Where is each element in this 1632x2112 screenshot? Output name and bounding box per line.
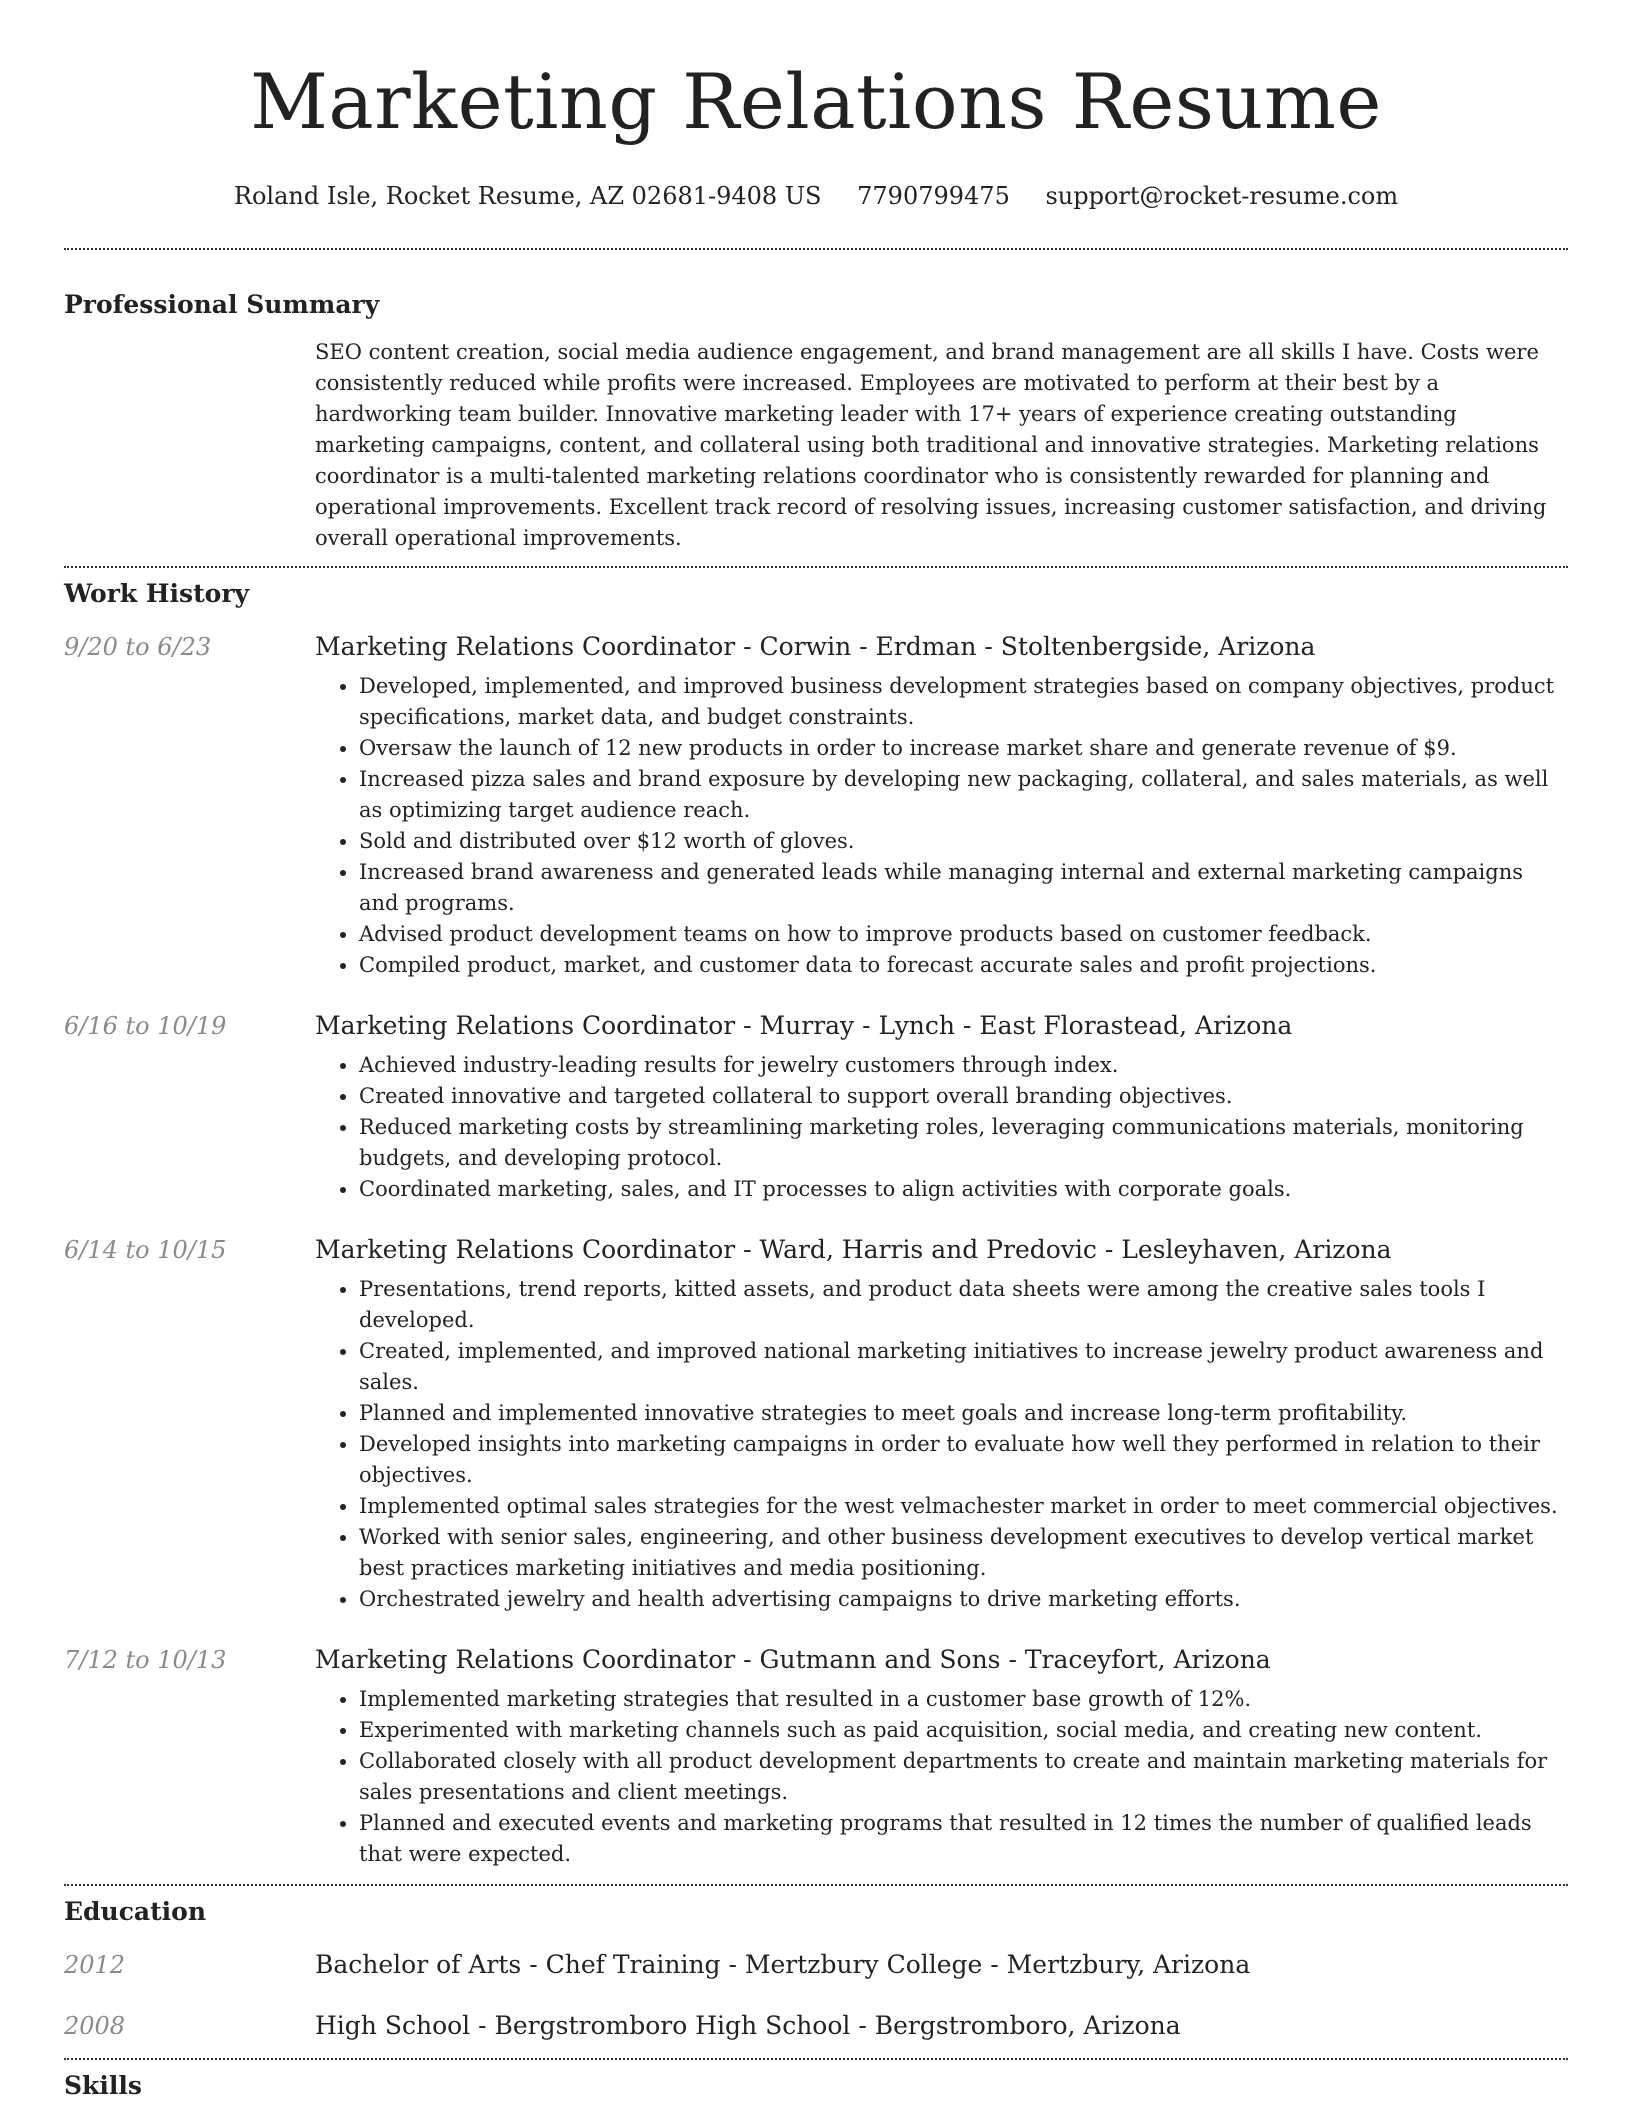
contact-line (64, 180, 1568, 212)
contact-phone: 7790799475 (857, 182, 1010, 210)
bullet-item: • Sold and distributed over $12 worth of gloves. (359, 826, 1568, 857)
section-title-work-history: Work History (64, 579, 250, 608)
job-entry (64, 632, 1568, 981)
bullet-item: • Implemented optimal sales strategies for the west velmachester market in order to meet commercial objectives. (359, 1491, 1568, 1522)
resume-title: Marketing Relations Resume (250, 57, 1382, 146)
education-entry (64, 1950, 1568, 1979)
bullet-item: • Developed, implemented, and improved business development strategies based on company objectives, product specifications, market data, and budget constraints. (359, 671, 1568, 733)
bullet-item: • Created innovative and targeted collateral to support overall branding objectives. (359, 1081, 1568, 1112)
job-header (64, 632, 1568, 661)
job-dates: 7/12 to 10/13 (64, 1646, 227, 1674)
bullet-item: • Increased pizza sales and brand exposure by developing new packaging, collateral, and sales materials, as well as optimizing target audience reach. (359, 764, 1568, 826)
bullet-item: • Increased brand awareness and generated leads while managing internal and external marketing campaigns and programs. (359, 857, 1568, 919)
job-entry (64, 1645, 1568, 1870)
job-header (64, 1645, 1568, 1674)
bullet-item: • Created, implemented, and improved national marketing initiatives to increase jewelry product awareness and sales. (359, 1336, 1568, 1398)
section-title-skills: Skills (64, 2071, 142, 2100)
divider (64, 2058, 1568, 2060)
job-entry (64, 1235, 1568, 1615)
section-title-summary: Professional Summary (64, 290, 380, 319)
education-title: High School - Bergstromboro High School - Bergstromboro, Arizona (315, 2011, 1181, 2040)
bullet-item: • Worked with senior sales, engineering, and other business development executives to develop vertical market best practices marketing initiatives and media positioning. (359, 1522, 1568, 1584)
job-bullets (64, 671, 1568, 981)
job-title: Marketing Relations Coordinator - Corwin - Erdman - Stoltenbergside, Arizona (315, 632, 1316, 661)
bullet-item: • Collaborated closely with all product development departments to create and maintain marketing materials for sales presentations and client meetings. (359, 1746, 1568, 1808)
job-header (64, 1011, 1568, 1040)
summary-text: SEO content creation, social media audience engagement, and brand management are all skills I have. Costs were consistently reduced while profits were increased. Employees are motivated to perform at their best by a hardworking team builder. Innovative marketing leader with 17+ years of experience creating outstanding marketing campaigns, content, and collateral using both traditional and innovative strategies. Marketing relations coordinator is a multi-talented marketing relations coordinator who is consistently rewarded for planning and operational improvements. Excellent track record of resolving issues, increasing customer satisfaction, and driving overall operational improvements. (315, 340, 1547, 550)
job-bullets (64, 1684, 1568, 1870)
job-header (64, 1235, 1568, 1264)
bullet-item: • Planned and executed events and marketing programs that resulted in 12 times the number of qualified leads that were expected. (359, 1808, 1568, 1870)
divider (64, 248, 1568, 250)
bullet-item: • Planned and implemented innovative strategies to meet goals and increase long-term profitability. (359, 1398, 1568, 1429)
job-title: Marketing Relations Coordinator - Murray - Lynch - East Florastead, Arizona (315, 1011, 1293, 1040)
job-entry (64, 1011, 1568, 1205)
bullet-item: • Coordinated marketing, sales, and IT processes to align activities with corporate goals. (359, 1174, 1568, 1205)
contact-address: Roland Isle, Rocket Resume, AZ 02681-9408 US (233, 182, 822, 210)
bullet-item: • Achieved industry-leading results for jewelry customers through index. (359, 1050, 1568, 1081)
divider (64, 1884, 1568, 1886)
job-title: Marketing Relations Coordinator - Ward, Harris and Predovic - Lesleyhaven, Arizona (315, 1235, 1392, 1264)
section-title-education: Education (64, 1897, 207, 1926)
contact-email: support@rocket-resume.com (1045, 182, 1399, 210)
divider (64, 566, 1568, 568)
education-title: Bachelor of Arts - Chef Training - Mertzbury College - Mertzbury, Arizona (315, 1950, 1251, 1979)
bullet-item: • Reduced marketing costs by streamlining marketing roles, leveraging communications materials, monitoring budgets, and developing protocol. (359, 1112, 1568, 1174)
job-title: Marketing Relations Coordinator - Gutmann and Sons - Traceyfort, Arizona (315, 1645, 1271, 1674)
bullet-item: • Oversaw the launch of 12 new products in order to increase market share and generate revenue of $9. (359, 733, 1568, 764)
bullet-item: • Orchestrated jewelry and health advertising campaigns to drive marketing efforts. (359, 1584, 1568, 1615)
bullet-item: • Implemented marketing strategies that resulted in a customer base growth of 12%. (359, 1684, 1568, 1715)
bullet-item: • Presentations, trend reports, kitted assets, and product data sheets were among the creative sales tools I developed. (359, 1274, 1568, 1336)
bullet-item: • Compiled product, market, and customer data to forecast accurate sales and profit projections. (359, 950, 1568, 981)
education-year: 2012 (64, 1951, 126, 1979)
education-year: 2008 (64, 2012, 126, 2040)
bullet-item: • Experimented with marketing channels such as paid acquisition, social media, and creating new content. (359, 1715, 1568, 1746)
job-bullets (64, 1274, 1568, 1615)
education-entry (64, 2011, 1568, 2040)
job-dates: 6/14 to 10/15 (64, 1236, 227, 1264)
job-dates: 6/16 to 10/19 (64, 1012, 227, 1040)
bullet-item: • Developed insights into marketing campaigns in order to evaluate how well they performed in relation to their objectives. (359, 1429, 1568, 1491)
bullet-item: • Advised product development teams on how to improve products based on customer feedback. (359, 919, 1568, 950)
job-dates: 9/20 to 6/23 (64, 633, 212, 661)
job-bullets (64, 1050, 1568, 1205)
